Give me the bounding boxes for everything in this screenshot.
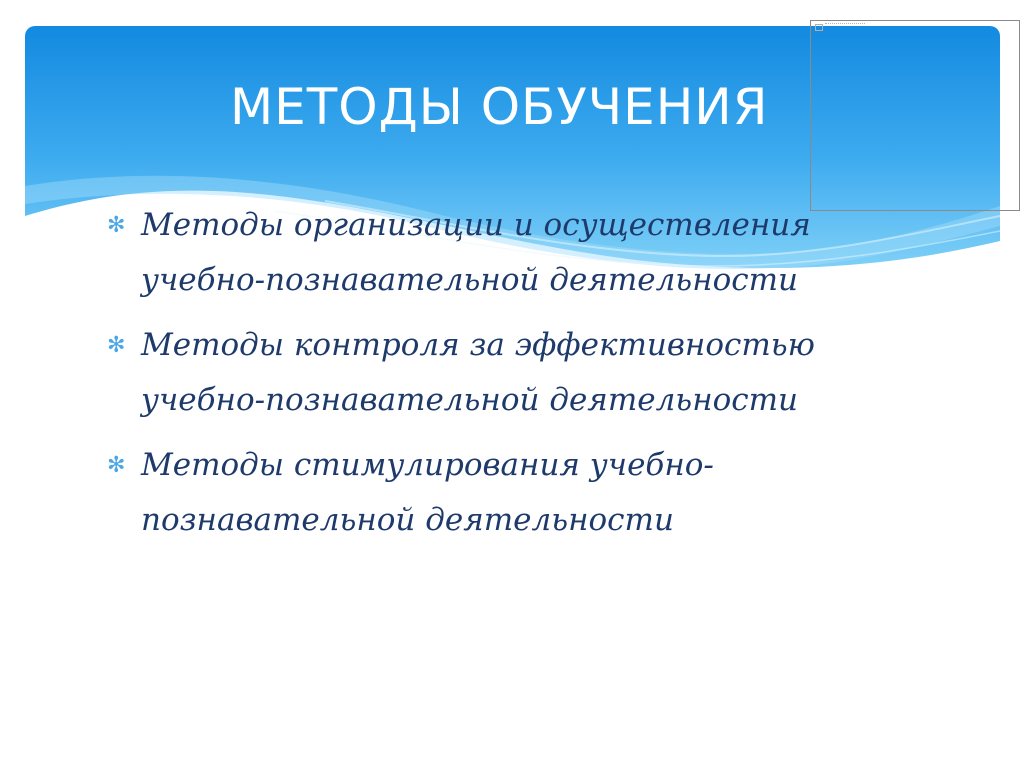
bullet-list [107, 198, 827, 558]
bullet-text: Методы стимулирования учебно-познавательной деятельности [141, 447, 714, 538]
broken-image-icon [815, 24, 823, 31]
image-alt-line [825, 23, 865, 27]
bullet-text: Методы организации и осуществления учебно-познавательной деятельности [141, 207, 811, 298]
bullet-item [107, 318, 827, 428]
bullet-marker-icon: ✻ [107, 453, 126, 478]
bullet-text: Методы контроля за эффективностью учебно-познавательной деятельности [141, 327, 815, 418]
image-placeholder [810, 20, 1020, 211]
bullet-item [107, 438, 827, 548]
slide-title: МЕТОДЫ ОБУЧЕНИЯ [230, 78, 769, 136]
bullet-item [107, 198, 827, 308]
bullet-marker-icon: ✻ [107, 213, 126, 238]
bullet-marker-icon: ✻ [107, 333, 126, 358]
